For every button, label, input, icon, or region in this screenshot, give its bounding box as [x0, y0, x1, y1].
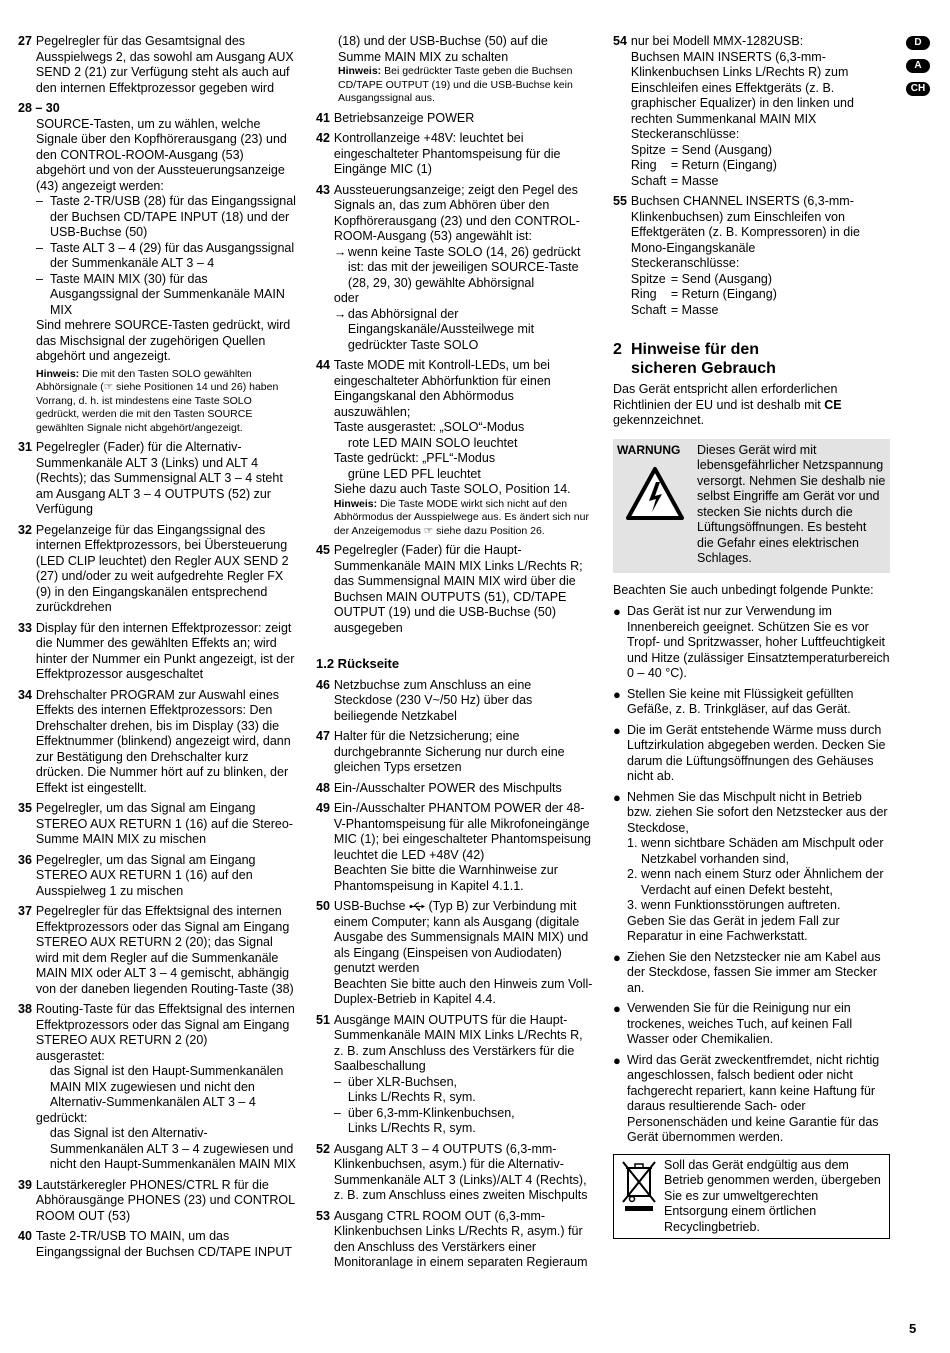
item-46: 46 Netzbuchse zum Anschluss an eine Steckdose (230 V~/50 Hz) über das beiliegende Netzkabel	[316, 677, 533, 723]
item-44: 44 Taste MODE mit Kontroll-LEDs, um bei eingeschalteter Abhörfunktion für einen Eingangskanal den Abhörmodus auszuwählen; Taste ausgerastet: „SOLO“-Modus rote LED MAIN SOLO leuchtet Taste gedrückt: „PFL“-Modus grüne LED PFL leuchtet Siehe dazu auch Taste SOLO, Position 14. Hinweis: Die Taste MODE wirkt sich nicht auf den Abhörmodus der Ausspielwege aus. Es ändert sich nur der Anzeigemodus ☞ siehe dazu Position 26.	[316, 358, 593, 538]
crossed-out-bin-icon	[618, 1158, 660, 1214]
item-32: 32 Pegelanzeige für das Eingangssignal des internen Effektprozessors, bei Übersteuerung (LED CLIP leuchtet) den Regler AUX SEND 2 (27) und/oder zu weit aufgedrehte Regler FX (9) in den Eingangskanälen entsprechend zurückdrehen	[18, 522, 289, 614]
bullet-item: ● Wird das Gerät zweckentfremdet, nicht richtig angeschlossen, falsch bedient oder nicht fachgerecht repariert, kann keine Haftung für daraus resultierende Sach- oder Personenschäden und keine Garantie für das Gerät übernommen werden.	[613, 1052, 880, 1144]
page-number: 5	[909, 1321, 917, 1336]
item-36: 36 Pegelregler, um das Signal am Eingang STEREO AUX RETURN 1 (16) auf den Ausspielweg 1 zu mischen	[18, 852, 256, 898]
item-27: 27 Pegelregler für das Gesamtsignal des Ausspielwegs 2, das sowohl am Ausgang AUX SEND 2 (21) zur Verfügung steht als auch auf den internen Effektprozessor gegeben wird	[18, 34, 294, 95]
column-2	[316, 34, 593, 1276]
item-51: 51 Ausgänge MAIN OUTPUTS für die Haupt-Summenkanäle MAIN MIX Links L/Rechts R, z. B. zum Anschluss des Verstärkers für die Saalbeschallung – über XLR-Buchsen, Links L/Rechts R, sym. – über 6,3-mm-Klinkenbuchsen, Links L/Rechts R, sym.	[316, 1012, 583, 1135]
item-45: 45 Pegelregler (Fader) für die Haupt-Summenkanäle MAIN MIX Links L/Rechts R; das Summensignal MAIN MIX wird über die Buchsen MAIN OUTPUTS (51), CD/TAPE OUTPUT (19) und die USB-Buchse (50) ausgegeben	[316, 543, 583, 635]
item-40: 40 Taste 2-TR/USB TO MAIN, um das Eingangssignal der Buchsen CD/TAPE INPUT	[18, 1229, 293, 1259]
item-39: 39 Lautstärkeregler PHONES/CTRL R für die Abhörausgänge PHONES (23) und CONTROL ROOM OUT (53)	[18, 1177, 295, 1223]
ce-mark: CE	[824, 397, 842, 412]
item-42: 42 Kontrollanzeige +48V: leuchtet bei eingeschalteter Phantomspeisung für die Eingänge MIC (1)	[316, 131, 561, 176]
hint: Hinweis: Die mit den Tasten SOLO gewählten Abhörsignale (☞ siehe Positionen 14 und 26) haben Vorrang, d. h. ist mindestens eine Taste SOLO gedrückt, werden die mit den Tasten SOURCE gewählten Signale nicht abgehört/angezeigt.	[36, 367, 279, 434]
section-heading-safety: 2 Hinweise für den sicheren Gebrauch	[613, 341, 776, 377]
warning-box: WARNUNG Dieses Gerät wird mit lebensgefährlicher Netzspannung versorgt. Nehmen Sie deshalb nie selbst Eingriffe am Gerät vor und stecken Sie nichts durch die Lüftungsöffnungen. Es besteht die Gefahr eines elektrischen Schlages.	[613, 439, 890, 573]
hint: Hinweis: Die Taste MODE wirkt sich nicht auf den Abhörmodus der Ausspielwege aus. Es ändert sich nur der Anzeigemodus ☞ siehe dazu Position 26.	[333, 497, 589, 537]
item-48: 48 Ein-/Ausschalter POWER des Mischpults	[316, 780, 562, 795]
bullet-item: ● Stellen Sie keine mit Flüssigkeit gefüllten Gefäße, z. B. Trinkgläser, auf das Gerät.	[613, 686, 854, 716]
item-50: 50 USB-Buchse (Typ B) zur Verbindung mit einem Computer; kann als Ausgang (digitale Ausgabe des Summensignals MAIN MIX) und als Eingang (Einspeisen von Audiodaten) genutzt werden Beachten Sie bitte auch den Hinweis zum Voll-Duplex-Betrieb in Kapitel 4.4.	[316, 899, 593, 1006]
item-34: 34 Drehschalter PROGRAM zur Auswahl eines Effekts des internen Effektprozessors: Den Drehschalter drehen, bis im Display (33) die Effektnummer (blinkend) angezeigt wird, dann zur Bestätigung den Drehschalter kurz drücken. Die Nummer hört auf zu blinken, der Effekt ist eingestellt.	[18, 687, 291, 795]
hint: Hinweis: Bei gedrückter Taste geben die Buchsen CD/TAPE OUTPUT (19) und die USB-Buchse kein Ausgangssignal aus.	[338, 65, 573, 104]
high-voltage-warning-icon	[625, 466, 685, 522]
language-badge-d: D	[906, 36, 930, 50]
section-heading-rueckseite: 1.2 Rückseite	[316, 656, 400, 671]
item-41: 41 Betriebsanzeige POWER	[316, 110, 475, 125]
item-47: 47 Halter für die Netzsicherung; eine durchgebrannte Sicherung nur durch eine gleichen Typs ersetzen	[316, 729, 565, 774]
item-43: 43 Aussteuerungsanzeige; zeigt den Pegel des Signals an, das zum Abhören über den Kopfhörerausgang (23) und den CONTROL-ROOM-Ausgang (53) angewählt ist: → wenn keine Taste SOLO (14, 26) gedrückt ist: das mit der jeweiligen SOURCE-Taste (28, 29, 30) gewählte Abhörsignal oder → das Abhörsignal der Eingangskanäle/Aussteilwege mit gedrückter Taste SOLO	[316, 182, 581, 352]
item-31: 31 Pegelregler (Fader) für die Alternativ-Summenkanäle ALT 3 (Links) und ALT 4 (Rechts); das Summensignal ALT 3 – 4 steht am Ausgang ALT 3 – 4 OUTPUTS (52) zur Verfügung	[18, 440, 283, 516]
bullet-item: ● Nehmen Sie das Mischpult nicht in Betrieb bzw. ziehen Sie sofort den Netzstecker aus der Steckdose, 1. wenn sichtbare Schäden am Mischpult oder Netzkabel vorhanden sind, 2. wenn nach einem Sturz oder Ähnlichem der Verdacht auf einen Defekt besteht, 3. wenn Funktionsstörungen auftreten. Geben Sie das Gerät in jedem Fall zur Reparatur in eine Fachwerkstatt.	[613, 789, 888, 943]
item-49: 49 Ein-/Ausschalter PHANTOM POWER der 48-V-Phantomspeisung für alle Mikrofoneingänge MIC (1); bei eingeschalteter Phantomspeisung leuchtet die LED +48V (42) Beachten Sie bitte die Warnhinweise zur Phantomspeisung in Kapitel 4.1.1.	[316, 801, 591, 893]
column-1	[18, 34, 296, 1265]
usb-icon	[409, 902, 425, 911]
item-52: 52 Ausgang ALT 3 – 4 OUTPUTS (6,3-mm-Klinkenbuchsen, asym.) für die Alternativ-Summenkanäle ALT 3 (Links)/ALT 4 (Rechts), z. B. zum Anschluss eines zweiten Mischpults	[316, 1141, 588, 1202]
item-53: 53 Ausgang CTRL ROOM OUT (6,3-mm-Klinkenbuchsen Links L/Rechts R, asym.) für den Anschluss des Verstärkers einer Monitoranlage in einem separaten Regieraum	[316, 1208, 588, 1269]
item-28-30: 28 – 30 SOURCE-Tasten, um zu wählen, welche Signale über den Kopfhörerausgang (23) und den CONTROL-ROOM-Ausgang (53) abgehört und von der Aussteuerungsanzeige (43) angezeigt werden: – Taste 2-TR/USB (28) für das Eingangssignal der Buchsen CD/TAPE INPUT (18) und der USB-Buchse (50) – Taste ALT 3 – 4 (29) für das Ausgangssignal der Summenkanäle ALT 3 – 4 – Taste MAIN MIX (30) für das Ausgangssignal der Summenkanäle MAIN MIX Sind mehrere SOURCE-Tasten gedrückt, wird das Mischsignal der zugehörigen Quellen abgehört und angezeigt. Hinweis: Die mit den Tasten SOLO gewählten Abhörsignale (☞ siehe Positionen 14 und 26) haben Vorrang, d. h. ist mindestens eine Taste SOLO gedrückt, werden die mit den Tasten SOURCE gewählten Signale nicht abgehört/angezeigt.	[18, 101, 296, 434]
item-55: 55 Buchsen CHANNEL INSERTS (6,3-mm-Klinkenbuchsen) zum Einschleifen von Effektgeräten (z. B. Kompressoren) in die Mono-Eingangskanäle Steckeranschlüsse: Spitze = Send (Ausgang) Ring = Return (Eingang) Schaft = Masse	[613, 194, 860, 317]
ce-paragraph: Das Gerät entspricht allen erforderlichen Richtlinien der EU und ist deshalb mit CE gekennzeichnet.	[613, 382, 842, 427]
bullet-item: ● Verwenden Sie für die Reinigung nur ein trockenes, weiches Tuch, auf keinen Fall Wasser oder Chemikalien.	[613, 1001, 853, 1046]
bullet-item: ● Die im Gerät entstehende Wärme muss durch Luftzirkulation abgegeben werden. Decken Sie darum die Lüftungsöffnungen des Gehäuses nicht ab.	[613, 722, 886, 783]
language-badge-a: A	[906, 59, 930, 73]
item-37: 37 Pegelregler für das Effektsignal des internen Effektprozessors oder das Signal am Eingang STEREO AUX RETURN 2 (20); das Signal wird mit dem Regler auf die Summenkanäle MAIN MIX oder ALT 3 – 4 gemischt, abhängig von der daneben liegenden Routing-Taste (38)	[18, 904, 294, 996]
bullet-item: ● Das Gerät ist nur zur Verwendung im Innenbereich geeignet. Schützen Sie es vor Tropf- und Spritzwasser, hoher Luftfeuchtigkeit und Hitze (zulässiger Einsatztemperaturbereich 0 – 40 °C).	[613, 604, 890, 680]
item-33: 33 Display für den internen Effektprozessor: zeigt die Nummer des gewählten Effekts an; wird hinter der Nummer ein Punkt angezeigt, ist der Effektprozessor ausgeschaltet	[18, 620, 295, 681]
recycling-notice: Soll das Gerät endgültig aus dem Betrieb genommen werden, übergeben Sie es zur umweltgerechten Entsorgung einem örtlichen Recyclingbetrieb.	[613, 1154, 890, 1240]
item-38: 38 Routing-Taste für das Effektsignal des internen Effektprozessors oder das Signal am Eingang STEREO AUX RETURN 2 (20) ausgerastet: das Signal ist den Haupt-Summenkanälen MAIN MIX zugewiesen und nicht den Alternativ-Summenkanälen ALT 3 – 4 gedrückt: das Signal ist den Alternativ-Summenkanälen ALT 3 – 4 zugewiesen und nicht den Haupt-Summenkanälen MAIN MIX	[18, 1002, 296, 1171]
item-54: 54 nur bei Modell MMX-1282USB: Buchsen MAIN INSERTS (6,3-mm-Klinkenbuchsen Links L/Rechts R) zum Einschleifen eines Effektgeräts (z. B. graphischer Equalizer) in den linken und rechten Summenkanal MAIN MIX Steckeranschlüsse: Spitze = Send (Ausgang) Ring = Return (Eingang) Schaft = Masse	[613, 34, 854, 188]
bullet-item: ● Ziehen Sie den Netzstecker nie am Kabel aus der Steckdose, fassen Sie immer am Stecker an.	[613, 949, 881, 995]
column-3: 54 nur bei Modell MMX-1282USB: Buchsen MAIN INSERTS (6,3-mm-Klinkenbuchsen Links L/Rechts R) zum Einschleifen eines Effektgeräts (z. B. graphischer Equalizer) in den linken und rechten Summenkanal MAIN MIX Steckeranschlüsse: Spitze = Send (Ausgang) Ring = Return (Eingang) Schaft = Masse 55 Buchsen CHANNEL INSERTS (6,3-mm-Klinkenbuchsen) zum Einschleifen von Effektgeräten (z. B. Kompressoren) in die Mono-Eingangskanäle Steckeranschlüsse: Spitze = Send (Ausgang) Ring = Return (Eingang) Schaft = Masse 2 Hinweise für den sicheren Gebrauch Das Gerät entspricht allen erforderlichen Richtlinien der EU und ist deshalb mit CE gekennzeichnet. WARNUNG Dieses Gerät wird mit lebensgefährlicher Netzspannung versorgt. Nehmen Sie deshalb nie selbst Eingriffe am Gerät vor und stecken Sie nichts durch die Lüftungsöffnungen. Es besteht die Gefahr eines elektrischen Schlages. Beachten Sie auch unbedingt folgende Punkte: ● Das Gerät ist nur zur Verwendung im Innenbereich geeignet. Schützen Sie es vor Tropf- und Spritzwasser, hoher Luftfeuchtigkeit und Hitze (zulässiger Einsatztemperaturbereich 0 – 40 °C). ● Stellen Sie keine mit Flüssigkeit gefüllten Gefäße, z. B. Trinkgläser, auf das Gerät. ● Die im Gerät entstehende Wärme muss durch Luftzirkulation abgegeben werden. Decken Sie darum die Lüftungsöffnungen des Gehäuses nicht ab. ● Nehmen Sie das Mischpult nicht in Betrieb bzw. ziehen Sie sofort den Netzstecker aus der Steckdose, 1. wenn sichtbare Schäden am Mischpult oder Netzkabel vorhanden sind, 2. wenn nach einem Sturz oder Ähnlichem der Verdacht auf einen Defekt besteht, 3. wenn Funktionsstörungen auftreten. Geben Sie das Gerät in jedem Fall zur Reparatur in eine Fachwerkstatt. ● Ziehen Sie den Netzstecker nie am Kabel aus der Steckdose, fassen Sie immer am Stecker an. ● Verwenden Sie für die Reinigung nur ein trockenes, weiches Tuch, auf keinen Fall Wasser oder Chemikalien. ● Wird das Gerät zweckentfremdet, nicht richtig angeschlossen, falsch bedient oder nicht fachgerecht repariert, kann keine Haftung für daraus resultierende Sach- oder Personenschäden und keine Garantie für das Gerät übernommen werden. Soll das Gerät endgültig aus dem Betrieb genommen werden, übergeben Sie es zur umweltgerechten Entsorgung einem örtlichen Recyclingbetrieb.	[613, 34, 890, 1239]
item-35: 35 Pegelregler, um das Signal am Eingang STEREO AUX RETURN 1 (16) auf die Stereo-Summe MAIN MIX zu mischen	[18, 801, 293, 846]
item-40-continued: (18) und der USB-Buchse (50) auf die Summe MAIN MIX zu schalten Hinweis: Bei gedrückter Taste geben die Buchsen CD/TAPE OUTPUT (19) und die USB-Buchse kein Ausgangssignal aus.	[316, 34, 593, 106]
language-badge-ch: CH	[906, 82, 930, 96]
